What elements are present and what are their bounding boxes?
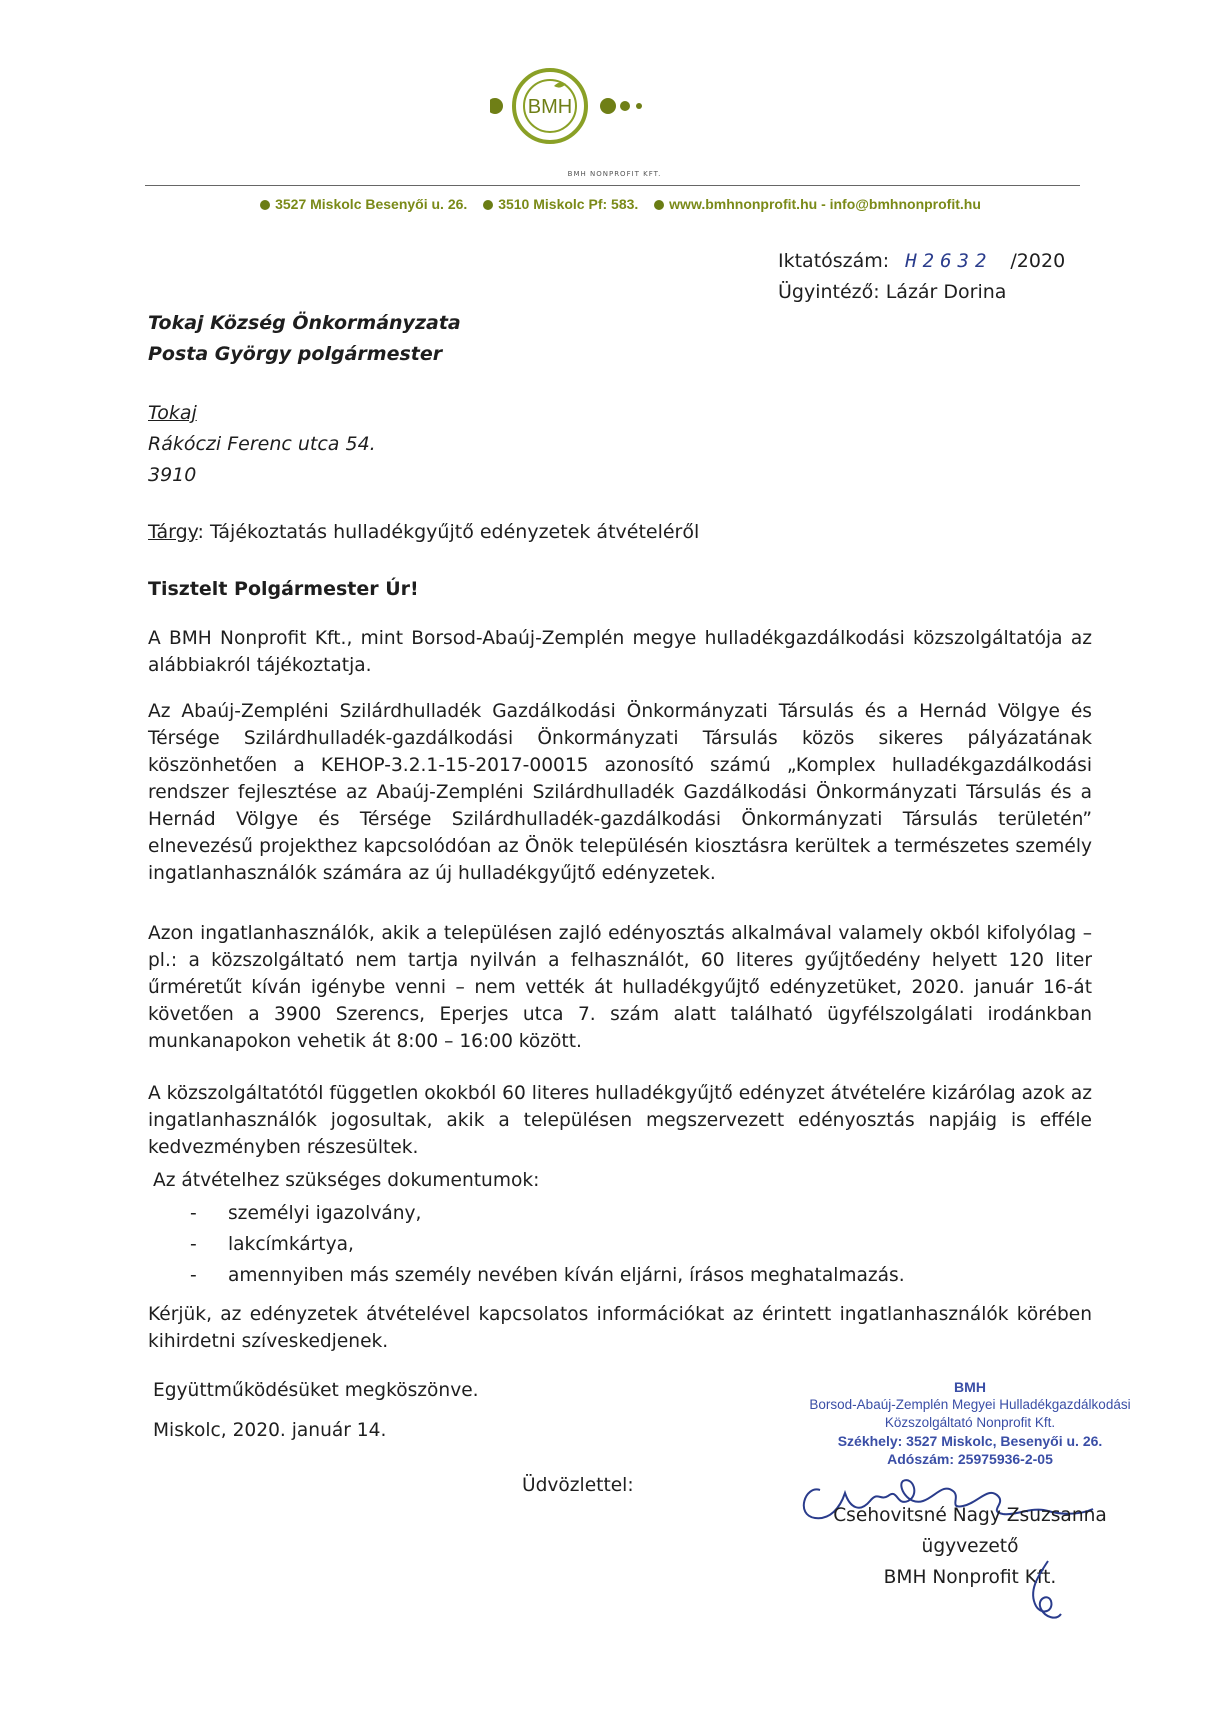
stamp-line: Adószám: 25975936-2-05: [887, 1451, 1053, 1467]
documents-title: Az átvételhez szükséges dokumentumok:: [153, 1170, 540, 1191]
header-divider: [145, 185, 1080, 186]
contact-web-email: www.bmhnonprofit.hu - info@bmhnonprofit.hu: [669, 196, 981, 212]
documents-list: [190, 1198, 905, 1291]
list-item: - lakcímkártya,: [190, 1234, 354, 1255]
recipient-person: Posta György polgármester: [148, 343, 443, 365]
company-name-small: BMH NONPROFIT KFT.: [567, 170, 662, 178]
contact-pobox: 3510 Miskolc Pf: 583.: [498, 196, 639, 212]
address-street: Rákóczi Ferenc utca 54.: [148, 433, 376, 455]
signer-title: ügyvezető: [921, 1536, 1019, 1557]
signer-block: [790, 1500, 1150, 1593]
recipient-block: [148, 308, 461, 370]
address-zip: 3910: [148, 464, 197, 486]
subject-text: : Tájékoztatás hulladékgyűjtő edényzetek átvételéről: [197, 521, 700, 543]
iktatoszam-number: H2632: [905, 250, 993, 272]
recipient-org: Tokaj Község Önkormányzata: [148, 312, 461, 334]
contact-address: 3527 Miskolc Besenyői u. 26.: [275, 196, 468, 212]
list-item: - amennyiben más személy nevében kíván eljárni, írásos meghatalmazás.: [190, 1265, 905, 1286]
closing-thanks: Együttműködésüket megköszönve.: [153, 1380, 479, 1401]
stamp-line: Borsod-Abaúj-Zemplén Megyei Hulladékgazdálkodási: [809, 1397, 1131, 1412]
ugyintezo: Ügyintéző: Lázár Dorina: [778, 281, 1007, 303]
list-item-text: amennyiben más személy nevében kíván eljárni, írásos meghatalmazás.: [228, 1265, 905, 1286]
iktatoszam-year: /2020: [1010, 250, 1066, 272]
logo-text: BMH: [527, 96, 573, 118]
bullet-icon: [260, 200, 270, 210]
paraph-scribble: [1018, 1556, 1068, 1626]
contact-line: [0, 196, 1229, 212]
subject-line: [148, 521, 699, 543]
bullet-icon: [483, 200, 493, 210]
iktatoszam: [778, 246, 1065, 277]
paragraph-pickup: Azon ingatlanhasználók, akik a településen zajló edényosztás alkalmával valamely okból kifolyólag – pl.: a közszolgáltató nem tartja nyilván a felhasználót, 60 literes gyűjtőedény helyett 120 liter űrméretűt kíván igénybe venni – nem vették át hulladékgyűjtő edényzetüket, 2020. január 16-át követően a 3900 Szerencs, Eperjes utca 7. szám alatt található ügyfélszolgálati irodánkban munkanapokon vehetik át 8:00 – 16:00 között.: [148, 923, 1092, 1052]
reference-block: [778, 246, 1065, 308]
closing-date: Miskolc, 2020. január 14.: [153, 1420, 387, 1441]
subject-label: Tárgy: [148, 521, 198, 543]
signer-company: BMH Nonprofit Kft.: [883, 1567, 1057, 1588]
closing-regards: Üdvözlettel:: [522, 1475, 634, 1496]
paragraph-request: Kérjük, az edényzetek átvételével kapcsolatos információkat az érintett ingatlanhasználók körében kihirdetni szíveskedjenek.: [148, 1304, 1092, 1352]
paragraph-eligibility: A közszolgáltatótól független okokból 60 literes hulladékgyűjtő edényzet átvételére kizárólag azok az ingatlanhasználók jogosultak, akik a településen megszervezett edényosztás napjáig is efféle kedvezményben részesültek.: [148, 1083, 1092, 1158]
signer-name: Csehovitsné Nagy Zsuzsanna: [833, 1505, 1107, 1526]
stamp-line: Székhely: 3527 Miskolc, Besenyői u. 26.: [837, 1433, 1103, 1449]
iktatoszam-label: Iktatószám:: [778, 250, 890, 272]
list-item-text: lakcímkártya,: [228, 1234, 354, 1255]
address-block: [148, 398, 376, 491]
company-logo: [490, 68, 750, 178]
list-item: - személyi igazolvány,: [190, 1203, 422, 1224]
paragraph-intro: A BMH Nonprofit Kft., mint Borsod-Abaúj-Zemplén megye hulladékgazdálkodási közszolgáltatója az alábbiakról tájékoztatja.: [148, 628, 1092, 676]
list-item-text: személyi igazolvány,: [228, 1203, 422, 1224]
bullet-icon: [654, 200, 664, 210]
stamp-line: BMH: [954, 1379, 986, 1395]
greeting: Tisztelt Polgármester Úr!: [148, 578, 419, 600]
paragraph-project: Az Abaúj-Zempléni Szilárdhulladék Gazdálkodási Önkormányzati Társulás és a Hernád Völgye és Térsége Szilárdhulladék-gazdálkodási Önkormányzati Társulás közös sikeres pályázatának köszönhetően a KEHOP-3.2.1-15-2017-00015 azonosító számú „Komplex hulladékgazdálkodási rendszer fejlesztése az Abaúj-Zempléni Szilárdhulladék Gazdálkodási Önkormányzati Társulás és a Hernád Völgye és Térsége Szilárdhulladék-gazdálkodási Önkormányzati Társulás területén” elnevezésű projekthez kapcsolódóan az Önök településén kiosztásra kerültek a természetes személy ingatlanhasználók számára az új hulladékgyűjtő edényzetek.: [148, 701, 1092, 884]
stamp-line: Közszolgáltató Nonprofit Kft.: [884, 1415, 1056, 1430]
address-city: Tokaj: [148, 402, 197, 424]
